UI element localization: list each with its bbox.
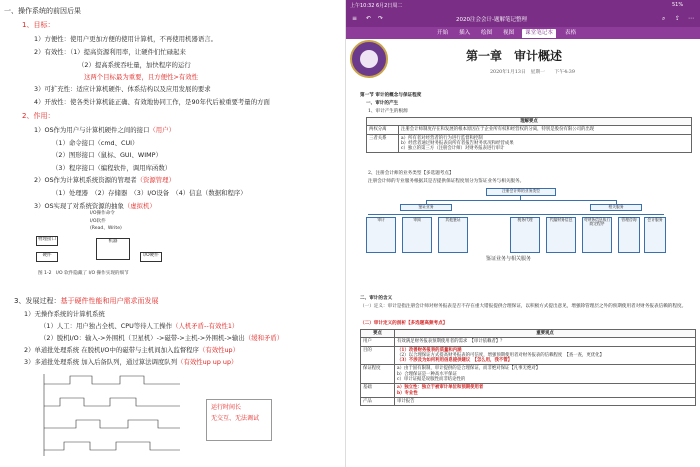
basis-b: b）专业性 — [397, 390, 418, 396]
table-cell-value — [395, 384, 696, 398]
flow-root: 注册会计师的业务类型 — [486, 188, 556, 196]
tab-insert[interactable]: 插入 — [459, 30, 471, 36]
table-cell-key: 产品 — [361, 397, 395, 405]
os-notes-page — [0, 0, 345, 467]
status-battery: 51% — [672, 2, 684, 8]
diagram-label-io-command: I/O操作命令 — [90, 211, 115, 216]
relation-b: b）经营者通过财务报表向所有者报告财务状况和经营成果 — [401, 140, 514, 146]
table-cell-value: 注册会计师制度存在和发展的根本原因在于企业所有权和经营权的分离，特别是股份有限公司的出现 — [399, 126, 692, 134]
business-types-desc: 注册会计师的专业服务根据其是否提供保证程度划分为鉴证业务与相关服务。 — [368, 179, 525, 184]
assurance-a: a）由于固有限制，审计提供的是合理保证，而非绝对保证【凡事无绝对】 — [397, 366, 541, 372]
note-drawback-box — [206, 399, 272, 441]
table-cell-value: 有效满足财务报表预期使用者的需求 【审计依赖者】？ — [395, 338, 696, 346]
note-throughput: （2）提高系统吞吐量，加快程序的运行 — [78, 61, 191, 69]
assurance-c: c）审计证据是说服性而非结论性的 — [397, 376, 466, 382]
subsection-business-types: 2、注册会计师的业务类型【多选题考点】 — [368, 171, 454, 176]
heading-development: 3、发展过程：基于硬件性能和用户需求而发展 — [14, 297, 159, 305]
table-header-point: 要点 — [361, 330, 395, 338]
ribbon-tabs — [346, 27, 700, 39]
table-cell-value — [399, 134, 692, 153]
heading-os-causes: 一、操作系统的前因后果 — [4, 7, 81, 15]
note-convenience: 1）方便性：使用户更加方便的使用计算机，不再使用机器语言。 — [34, 35, 218, 43]
table-cell-key: 保证程度 — [361, 365, 395, 384]
table-cell-key: 三者关系 — [367, 134, 399, 153]
table-cell-value: 审计报告 — [395, 397, 696, 405]
table-row — [367, 134, 692, 153]
note-multi-batch: 3）多道批处理系统 加入后备队列，通过算法调度队列（有效性up up up） — [24, 358, 238, 366]
subsection-root-cause: 1、审计产生的根源 — [368, 109, 408, 114]
note-efficiency: 2）有效性：（1）提高资源利用率，让硬件们忙碌起来 — [34, 48, 186, 56]
status-bar — [346, 0, 700, 11]
assurance-b: b）合理保证是一种高水平保证 — [397, 371, 457, 377]
diagram-box-hardware: 硬件 — [36, 252, 58, 262]
definition-analysis-heading: （二）审计定义的剖析【多选题高频考点】 — [360, 321, 448, 326]
note-program-interface: （3）程序接口（编程软件，调用库函数） — [52, 164, 172, 172]
flow-item-tax: 税务代理 — [510, 217, 540, 253]
table-cell-key: 用户 — [361, 338, 395, 346]
flow-caption: 鉴证业务与相关服务 — [486, 256, 532, 262]
note-command-interface: （1）命令接口（cmd、CUI） — [52, 139, 139, 147]
purpose-3: （3）不涉及为如何利用信息提供建议 【怎么用，我不管】 — [397, 358, 513, 364]
section-2-heading: 二、审计的含义 — [360, 296, 393, 301]
note-page-canvas[interactable] — [346, 39, 700, 467]
io-abstraction-diagram — [30, 212, 180, 284]
relation-c: c）独立的第三方（注册会计师）对财务报表进行审计 — [401, 146, 505, 152]
table-row — [361, 338, 696, 346]
relation-a: a）所有者对经营者的行为进行监督和控制 — [401, 135, 483, 141]
note-resource-list: （1）处理器 （2）存储器 （3）I/O设备 （4）信息（数据和程序） — [52, 189, 247, 197]
note-abstraction: 3）OS实现了对系统资源的抽象（虚拟机） — [34, 202, 156, 210]
note-single-batch: 2）单道批处理系统 在脱机I/O中的磁带与主机间加入监督程序（有效性up） — [24, 346, 239, 354]
status-date: 6月2日周二 — [376, 3, 403, 9]
heading-goals: 1、目标： — [22, 21, 55, 29]
tab-draw[interactable]: 绘图 — [481, 30, 493, 36]
note-manual: （1）人工：用户独占全机、CPU等待人工操作（人机矛盾--有效性1） — [40, 322, 239, 330]
flow-assurance: 鉴证业务 — [400, 204, 452, 211]
diagram-box-machine: 机器 — [96, 238, 130, 260]
table-header-view: 重要观点 — [395, 330, 696, 338]
diagram-box-physical-interface: 物理接口 — [36, 236, 58, 246]
note-os-interface: 1）OS作为用户与计算机硬件之间的接口（用户） — [34, 126, 175, 134]
flow-item-consulting: 管理咨询 — [618, 217, 640, 253]
flow-related-services: 相关服务 — [590, 204, 642, 211]
page-date: 2020年1月13日 星期一 下午4:39 — [490, 70, 575, 75]
table-cell-key: 目的 — [361, 346, 395, 365]
note-offline-io: （2）脱机I/O：输入->外围机（卫星机）->磁带->主机->外围机->输出（缓和矛盾） — [40, 334, 284, 342]
note-openness: 4）开放性：使各类计算机能正确、有效地协同工作，是90年代后被重要考量的方面 — [34, 98, 270, 106]
table-row — [361, 346, 696, 365]
table-row — [361, 384, 696, 398]
redo-icon[interactable]: ↷ — [378, 15, 384, 22]
tab-view[interactable]: 视图 — [503, 30, 515, 36]
table-header: 理解要点 — [367, 118, 692, 126]
tab-table[interactable]: 表格 — [565, 30, 577, 36]
flow-item-audit: 审计 — [366, 217, 396, 253]
university-seal-icon — [350, 40, 388, 78]
note-graphic-interface: （2）图形接口（鼠标、GUI、WIMP） — [52, 151, 162, 159]
note-most-important: 这两个目标最为重要，且方便性>有效性 — [84, 73, 198, 81]
more-icon[interactable]: ⋯ — [688, 15, 694, 22]
diagram-label-read-write: (Read、Write) — [90, 226, 122, 231]
flow-item-agreed-procedures: 对财务信息执行商定程序 — [582, 217, 612, 253]
document-title: 2020注会会计-题解笔记整理 — [456, 17, 527, 23]
diagram-box-io-hardware: I/O硬件 — [140, 252, 162, 262]
definition-analysis-table — [360, 329, 696, 406]
audit-definition: （一）定义：审计是指注册会计师对财务报表是否不存在重大错报提供合理保证，以积极方式提出意见，增强除管理层之外的预期使用者对财务报表信赖的程度。 — [360, 304, 687, 309]
page-title: 第一章 审计概述 — [466, 49, 563, 63]
table-row — [367, 126, 692, 134]
undo-icon[interactable]: ↶ — [366, 15, 372, 22]
status-time: 上午10:32 — [350, 3, 375, 9]
tab-class-notebook[interactable]: 课堂笔记本 — [522, 29, 556, 38]
flow-item-review: 审阅 — [402, 217, 432, 253]
flow-item-other-assurance: 其他鉴证 — [438, 217, 468, 253]
table-row — [361, 397, 696, 405]
table-cell-key: 两权分离 — [367, 126, 399, 134]
note-app-window — [345, 0, 700, 467]
note-drawback-no-interaction: 无交互、无法调试 — [211, 415, 260, 423]
note-drawback-long-run: 运行时间长 — [211, 404, 242, 411]
table-cell-value — [395, 365, 696, 384]
section-1-heading: 第一节 审计的概念与保证程度 — [360, 93, 422, 98]
timing-chart-sketch — [40, 370, 190, 460]
flow-item-accounting: 会计服务 — [644, 217, 666, 253]
menu-icon[interactable]: ≡ — [352, 15, 358, 22]
diagram-label-io-software: I/O软件 — [90, 219, 106, 224]
tab-home[interactable]: 开始 — [437, 30, 449, 36]
purpose-1: （1）改善财务报表的质量和内涵 — [397, 347, 462, 353]
business-type-flowchart — [366, 188, 666, 266]
root-cause-table — [366, 117, 692, 153]
diagram-caption: 图 1-2 I/O 软件隐藏了 I/O 操作实现的细节 — [38, 271, 129, 276]
note-extensibility: 3）可扩充性：适应计算机硬件、体系结构以及应用发展的要求 — [34, 85, 211, 93]
app-toolbar — [346, 11, 700, 27]
basis-a: a）独立性：独立于被审计单位和预期使用者 — [397, 385, 484, 391]
flow-item-compilation: 代编财务信息 — [546, 217, 576, 253]
note-no-os: 1）无操作系统的计算机系统 — [24, 310, 105, 318]
subsection-origin: 一、审计的产生 — [366, 101, 399, 106]
search-icon[interactable]: ⌕ — [662, 15, 666, 22]
table-cell-key: 基础 — [361, 384, 395, 398]
heading-functions: 2、作用： — [22, 112, 55, 120]
table-row — [361, 365, 696, 384]
purpose-2: （2）以合理保证方式提高财务报表的可信度，增强预期使用者对财务报表的信赖程度 【查一查，更优化】 — [397, 352, 604, 358]
note-resource-manager: 2）OS作为计算机系统资源的管理者（资源管理） — [34, 176, 175, 184]
share-icon[interactable]: ⇪ — [675, 15, 681, 22]
table-cell-value — [395, 346, 696, 365]
